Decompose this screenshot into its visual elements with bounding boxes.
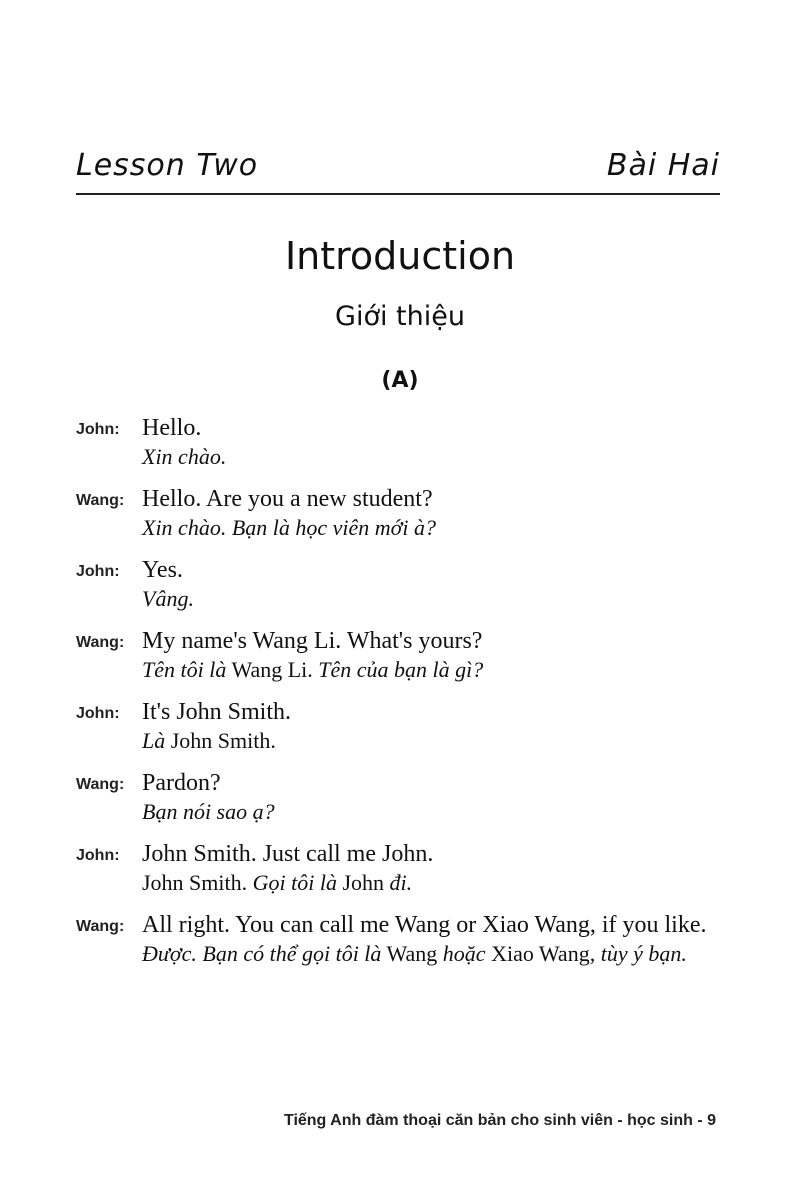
vi-part: Gọi tôi là: [252, 870, 337, 895]
english-text: Hello. Are you a new student?: [142, 486, 433, 512]
dialogue-line: [76, 840, 722, 898]
vi-part: Tên của bạn là gì?: [318, 657, 484, 682]
dialogue: [76, 414, 722, 982]
dialogue-line: [76, 414, 722, 472]
page-title: Introduction: [284, 234, 516, 278]
vietnamese-text: [142, 868, 722, 898]
vietnamese-text: [142, 726, 722, 756]
speaker: Wang:: [76, 634, 125, 651]
vietnamese-text: [142, 655, 722, 685]
speaker: John:: [76, 421, 120, 438]
vi-name: John: [336, 870, 390, 895]
section-label: (A): [381, 368, 419, 393]
page-footer: Tiếng Anh đàm thoại căn bản cho sinh viên - học sinh - 9: [283, 1112, 716, 1129]
vi-name: Xiao Wang,: [485, 941, 601, 966]
dialogue-line: [76, 556, 722, 614]
vi-part: Là: [142, 728, 166, 753]
header-lesson-label: Lesson Two: [76, 148, 259, 183]
vi-name: Wang: [381, 941, 443, 966]
vi-name: Wang Li.: [226, 657, 319, 682]
english-text: My name's Wang Li. What's yours?: [142, 628, 483, 654]
speaker: John:: [76, 563, 120, 580]
vi-name: John Smith.: [142, 870, 253, 895]
vi-part: đi.: [389, 870, 413, 895]
running-header: [76, 148, 720, 183]
vietnamese-text: Vâng.: [142, 586, 194, 611]
vi-name: John Smith.: [165, 728, 276, 753]
vi-part: tùy ý bạn.: [600, 941, 687, 966]
vi-part: Được. Bạn có thể gọi tôi là: [142, 941, 382, 966]
header-lesson-label-vi: Bài Hai: [606, 148, 720, 183]
english-text: It's John Smith.: [142, 699, 292, 725]
header-divider: [76, 193, 720, 195]
english-text: Pardon?: [142, 770, 221, 796]
dialogue-line: [76, 698, 722, 756]
speaker: Wang:: [76, 776, 125, 793]
dialogue-line: [76, 911, 722, 969]
english-text: Yes.: [142, 557, 183, 583]
english-text: John Smith. Just call me John.: [142, 841, 434, 867]
dialogue-line: [76, 485, 722, 543]
vietnamese-text: Xin chào.: [142, 444, 227, 469]
vietnamese-text: Xin chào. Bạn là học viên mới à?: [142, 515, 437, 540]
vi-part: Tên tôi là: [142, 657, 227, 682]
speaker: Wang:: [76, 492, 125, 509]
vi-part: hoặc: [442, 941, 486, 966]
speaker: John:: [76, 847, 120, 864]
vietnamese-text: [142, 939, 722, 969]
page-subtitle: Giới thiệu: [335, 301, 465, 332]
english-text: All right. You can call me Wang or Xiao Wang, if you like.: [142, 912, 707, 938]
speaker: John:: [76, 705, 120, 722]
dialogue-line: [76, 769, 722, 827]
speaker: Wang:: [76, 918, 125, 935]
vietnamese-text: Bạn nói sao ạ?: [142, 799, 275, 824]
dialogue-line: [76, 627, 722, 685]
english-text: Hello.: [142, 415, 202, 441]
